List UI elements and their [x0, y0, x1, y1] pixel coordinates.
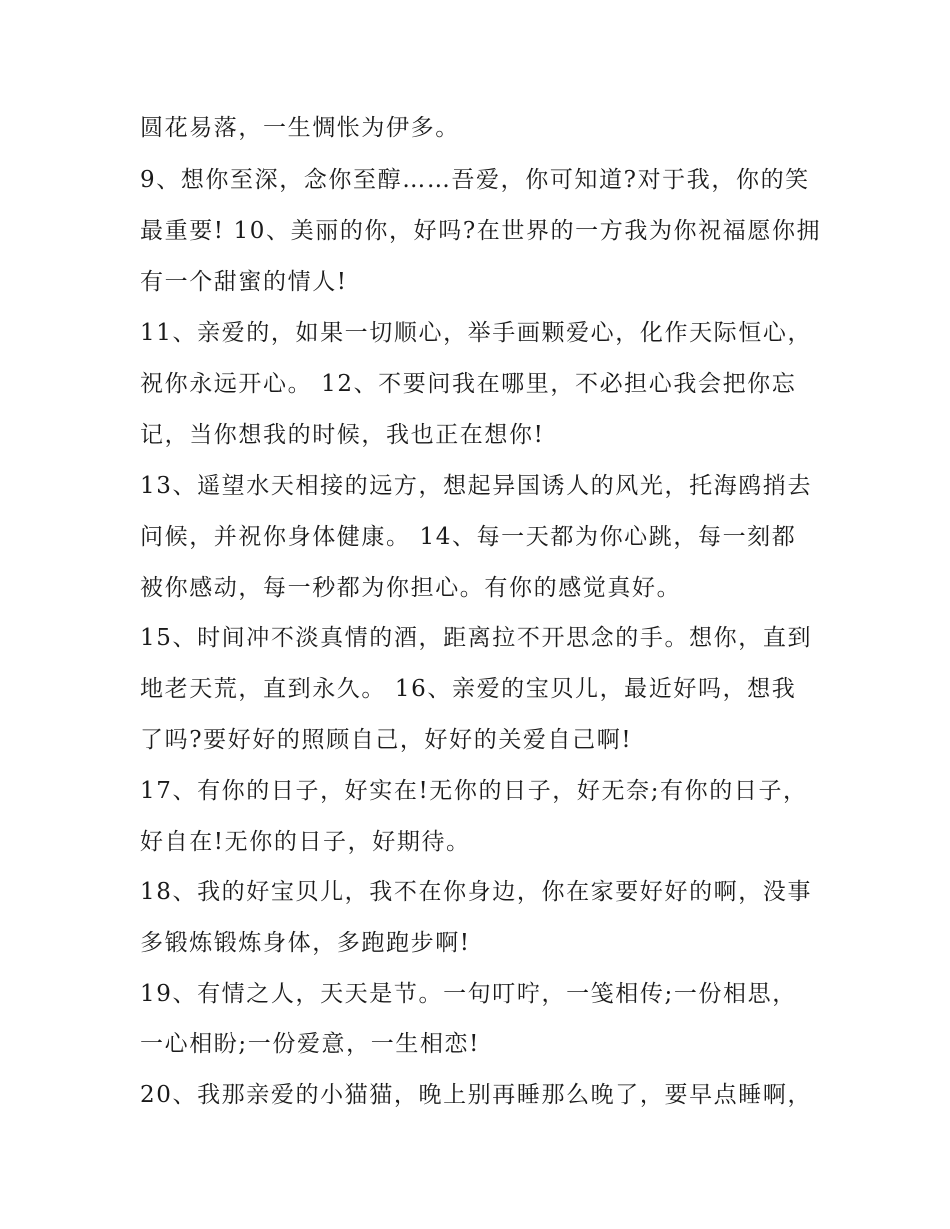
- text-line-13: 了吗?要好好的照顾自己，好好的关爱自己啊!: [140, 727, 633, 753]
- text-line-16: 18、我的好宝贝儿，我不在你身边，你在家要好好的啊，没事: [140, 879, 813, 905]
- text-line-14: 17、有你的日子，好实在!无你的日子，好无奈;有你的日子，: [140, 778, 808, 804]
- text-line-20: 20、我那亲爱的小猫猫，晚上别再睡那么晚了，要早点睡啊，: [140, 1082, 813, 1108]
- text-line-10: 被你感动，每一秒都为你担心。有你的感觉真好。: [140, 575, 682, 601]
- text-line-7: 记，当你想我的时候，我也正在想你!: [140, 422, 545, 448]
- text-line-3: 最重要! 10、美丽的你，好吗?在世界的一方我为你祝福愿你拥: [140, 218, 822, 244]
- text-line-12: 地老天荒，直到永久。 16、亲爱的宝贝儿，最近好吗，想我: [140, 676, 797, 702]
- text-line-1: 圆花易落，一生惆怅为伊多。: [140, 115, 460, 141]
- text-line-17: 多锻炼锻炼身体，多跑跑步啊!: [140, 930, 471, 956]
- text-line-11: 15、时间冲不淡真情的酒，距离拉不开思念的手。想你，直到: [140, 625, 813, 651]
- text-line-4: 有一个甜蜜的情人!: [140, 269, 348, 295]
- text-line-6: 祝你永远开心。 12、不要问我在哪里，不必担心我会把你忘: [140, 371, 797, 397]
- text-line-5: 11、亲爱的，如果一切顺心，举手画颗爱心，化作天际恒心，: [140, 320, 813, 346]
- text-line-2: 9、想你至深，念你至醇……吾爱，你可知道?对于我，你的笑: [140, 167, 810, 193]
- text-line-19: 一心相盼;一份爱意，一生相恋!: [140, 1031, 480, 1057]
- text-line-18: 19、有情之人，天天是节。一句叮咛，一笺相传;一份相思，: [140, 981, 797, 1007]
- text-line-15: 好自在!无你的日子，好期待。: [140, 829, 471, 855]
- text-line-8: 13、遥望水天相接的远方，想起异国诱人的风光，托海鸥捎去: [140, 473, 813, 499]
- text-line-9: 问候，并祝你身体健康。 14、每一天都为你心跳，每一刻都: [140, 524, 797, 550]
